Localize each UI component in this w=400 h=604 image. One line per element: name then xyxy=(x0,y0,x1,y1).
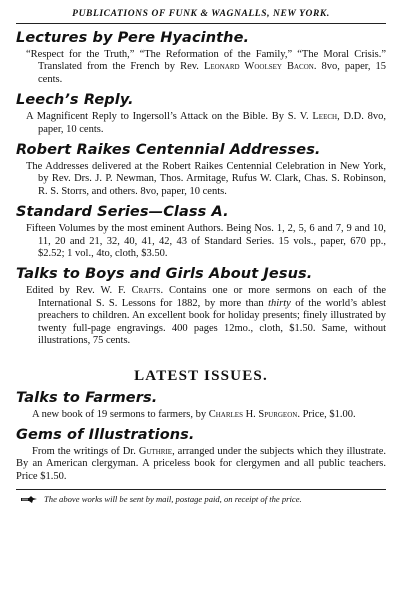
entry xyxy=(16,141,386,198)
footer-text: The above works will be sent by mail, postage paid, on receipt of the price. xyxy=(44,494,302,505)
entry-description: A Magnificent Reply to Ingersoll’s Attack on the Bible. By S. V. Leech, D.D. 8vo, paper, 10 cents. xyxy=(26,111,386,135)
entry-description: Fifteen Volumes by the most eminent Authors. Being Nos. 1, 2, 5, 6 and 7, 9 and 10, 11, 20 and 21, 32, 40, 41, 42, 43 of Standard Series. 15 vols., paper, 670 pp., $2.52; 1 vol., 4to, cloth, $3.50. xyxy=(26,223,386,260)
pointing-hand-icon xyxy=(20,495,38,504)
entry-title: Talks to Boys and Girls About Jesus. xyxy=(16,266,313,283)
entry-title: Standard Series—Class A. xyxy=(16,204,229,221)
entry-title: Gems of Illustrations. xyxy=(16,426,195,443)
entry xyxy=(16,91,386,136)
entry-title: Leech’s Reply. xyxy=(16,92,134,109)
header-rule xyxy=(16,23,386,24)
entry xyxy=(16,203,386,260)
footer-note xyxy=(16,494,386,505)
running-head: PUBLICATIONS OF FUNK & WAGNALLS, NEW YORK. xyxy=(72,9,330,19)
entries-list xyxy=(16,29,386,348)
entry-title: Robert Raikes Centennial Addresses. xyxy=(16,142,321,159)
entry-title: Talks to Farmers. xyxy=(16,389,158,406)
latest-issues-heading: LATEST ISSUES. xyxy=(134,367,268,384)
entry xyxy=(16,265,386,347)
entry-description: A new book of 19 sermons to farmers, by Charles H. Spurgeon. Price, $1.00. xyxy=(32,408,356,420)
latest-entries-list xyxy=(16,389,386,484)
entry xyxy=(16,29,386,86)
entry-description: The Addresses delivered at the Robert Raikes Centennial Celebration in New York, by Rev. Drs. J. P. Newman, Thos. Armitage, Rufus W. Clark, Chas. S. Robinson, R. S. Storrs, and others. 8vo, paper, 10 cents. xyxy=(26,161,386,197)
entry-description: Edited by Rev. W. F. Crafts. Contains one or more sermons on each of the International S. S. Lessons for 1882, by more than thirty of the world’s ablest preachers to children. An excellent book for holiday presents; finely illustrated by twenty full-page engravings. 400 pages 12mo., cloth, $1.50. Same, without illustrations, 75 cents. xyxy=(26,285,386,347)
entry xyxy=(16,426,386,483)
entry-description: From the writings of Dr. Guthrie, arranged under the subjects which they illustrate. By an American clergyman. A priceless book for clergymen and all public teachers. Price $1.50. xyxy=(16,445,386,482)
entry-title: Lectures by Pere Hyacinthe. xyxy=(16,30,250,46)
entry xyxy=(16,389,386,421)
footer-rule xyxy=(16,489,386,490)
entry-description: “Respect for the Truth,” “The Reformation of the Family,” “The Moral Crisis.” Translated from the French by Rev. Leonard Woolsey Bacon. 8vo, paper, 15 cents. xyxy=(26,49,386,85)
